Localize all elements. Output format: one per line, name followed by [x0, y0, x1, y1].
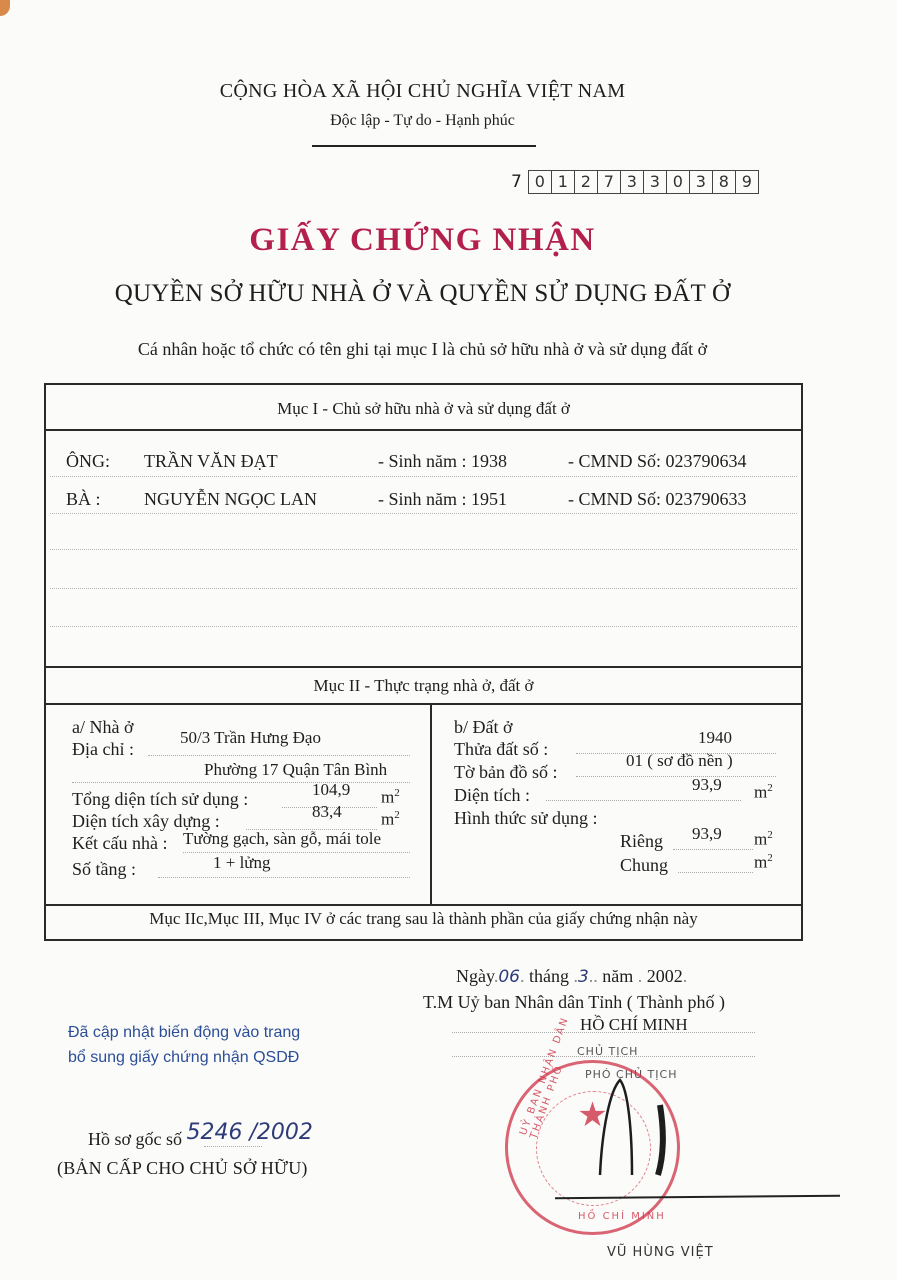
divider — [46, 429, 801, 431]
address-label: Địa chỉ : — [72, 739, 134, 759]
update-note-line: bổ sung giấy chứng nhận QSDĐ — [68, 1049, 300, 1066]
certificate-table — [44, 383, 803, 941]
year-value: 2002 — [646, 966, 683, 986]
dotted-rule — [158, 877, 410, 878]
star-icon: ★ — [577, 1095, 608, 1135]
private-use-label: Riêng — [620, 831, 663, 851]
serial-digit: 3 — [689, 171, 712, 193]
day-value: 06 — [498, 967, 520, 987]
header-underline — [312, 145, 536, 147]
issue-date: Ngày.06. tháng .3.. năm . 2002. — [456, 966, 688, 987]
update-note-line: Đã cập nhật biến động vào trang — [68, 1024, 301, 1041]
dotted-rule — [546, 800, 741, 801]
dotted-rule — [50, 626, 797, 627]
owner-id-number: - CMND Số: 023790634 — [568, 451, 747, 471]
serial-digit: 1 — [551, 171, 574, 193]
seal-text-bottom: HỒ CHÍ MINH — [578, 1211, 666, 1222]
original-file-number — [88, 1120, 313, 1151]
build-area-value: 83,4 — [312, 802, 342, 821]
national-motto: Độc lập - Tự do - Hạnh phúc — [330, 112, 515, 129]
owner-id-number: - CMND Số: 023790633 — [568, 489, 747, 509]
structure-label: Kết cấu nhà : — [72, 833, 168, 853]
issuing-authority: T.M Uỷ ban Nhân dân Tỉnh ( Thành phố ) — [423, 992, 725, 1012]
column-divider — [430, 704, 432, 904]
total-area-label: Tổng diện tích sử dụng : — [72, 789, 249, 809]
dotted-rule — [50, 588, 797, 589]
dotted-rule — [452, 1032, 755, 1033]
dotted-rule — [50, 549, 797, 550]
certificate-subtitle: QUYỀN SỞ HỮU NHÀ Ở VÀ QUYỀN SỬ DỤNG ĐẤT Ở — [114, 280, 731, 307]
owner-title: ÔNG: — [66, 451, 110, 471]
serial-digit: 0 — [666, 171, 689, 193]
floors-label: Số tầng : — [72, 859, 137, 879]
section2-heading: Mục II - Thực trạng nhà ở, đất ở — [313, 676, 534, 695]
owner-birth-year: - Sinh năm : 1951 — [378, 489, 507, 509]
land-area-label: Diện tích : — [454, 785, 530, 805]
dotted-rule — [50, 513, 797, 514]
certificate-title: GIẤY CHỨNG NHẬN — [249, 222, 596, 258]
serial-digit: 9 — [735, 171, 758, 193]
dotted-rule — [204, 1146, 262, 1147]
shared-use-label: Chung — [620, 855, 669, 875]
serial-digit: 8 — [712, 171, 735, 193]
serial-digit: 3 — [643, 171, 666, 193]
attachment-note: Mục IIc,Mục III, Mục IV ở các trang sau là thành phần của giấy chứng nhận này — [149, 909, 698, 928]
dotted-rule — [576, 776, 776, 777]
map-label: Tờ bản đồ số : — [454, 762, 558, 782]
serial-number — [511, 170, 759, 194]
signer-role: PHÓ CHỦ TỊCH — [585, 1068, 678, 1081]
land-label: b/ Đất ở — [454, 717, 513, 737]
owner-row — [46, 489, 801, 519]
structure-value: Tường gạch, sàn gỗ, mái tole — [183, 829, 382, 848]
divider — [46, 904, 801, 906]
issuing-city: HỒ CHÍ MINH — [580, 1015, 688, 1034]
parcel-value: 1940 — [698, 728, 732, 747]
dotted-rule — [678, 872, 753, 873]
total-area-value: 104,9 — [312, 780, 351, 799]
dotted-rule — [72, 782, 410, 783]
serial-digit: 3 — [620, 171, 643, 193]
signature-mark — [560, 1060, 680, 1190]
update-stamp-note — [68, 1020, 300, 1070]
dotted-rule — [50, 476, 797, 477]
owner-title: BÀ : — [66, 489, 101, 509]
year-label: năm — [602, 966, 634, 986]
parcel-label: Thửa đất số : — [454, 739, 549, 759]
floors-value: 1 + lửng — [213, 853, 271, 872]
file-number-value: 5246 /2002 — [186, 1120, 313, 1145]
serial-digit: 2 — [574, 171, 597, 193]
serial-digit-boxes — [528, 170, 759, 194]
dotted-rule — [673, 849, 753, 850]
owner-name: NGUYỄN NGỌC LAN — [144, 489, 317, 509]
serial-digit: 7 — [597, 171, 620, 193]
signer-name: VŨ HÙNG VIỆT — [607, 1245, 714, 1260]
month-label: tháng — [528, 966, 569, 986]
house-label: a/ Nhà ở — [72, 717, 134, 737]
serial-prefix: 7 — [511, 172, 522, 192]
map-value: 01 ( sơ đồ nền ) — [626, 751, 733, 770]
divider — [46, 703, 801, 705]
address-line2: Phường 17 Quận Tân Bình — [204, 760, 388, 779]
land-area-unit: $m^2$ — [754, 782, 773, 802]
seal-text-top: UỶ BAN NHÂN DÂN THÀNH PHỐ — [518, 1015, 572, 1141]
address-line1: 50/3 Trần Hưng Đạo — [180, 728, 321, 747]
paper-corner-decoration — [0, 0, 10, 16]
role-crossed: CHỦ TỊCH — [577, 1045, 639, 1058]
build-area-unit: $m^2$ — [381, 809, 400, 829]
divider — [46, 666, 801, 668]
month-value: 3 — [577, 967, 589, 987]
private-use-value: 93,9 — [692, 824, 722, 843]
owner-name: TRẦN VĂN ĐẠT — [144, 451, 278, 471]
national-title: CỘNG HÒA XÃ HỘI CHỦ NGHĨA VIỆT NAM — [219, 80, 626, 102]
private-use-unit: $m^2$ — [754, 829, 773, 849]
owner-birth-year: - Sinh năm : 1938 — [378, 451, 507, 471]
certificate-intro: Cá nhân hoặc tổ chức có tên ghi tại mục I là chủ sở hữu nhà ở và sử dụng đất ở — [137, 339, 708, 359]
total-area-unit: $m^2$ — [381, 787, 400, 807]
shared-use-unit: $m^2$ — [754, 852, 773, 872]
land-area-value: 93,9 — [692, 775, 722, 794]
section1-heading: Mục I - Chủ sở hữu nhà ở và sử dụng đất ở — [277, 399, 570, 418]
day-label: Ngày — [456, 966, 494, 986]
dotted-rule — [148, 755, 410, 756]
copy-designation: (BẢN CẤP CHO CHỦ SỞ HỮU) — [57, 1158, 308, 1178]
file-number-label: Hồ sơ gốc số — [88, 1129, 183, 1149]
build-area-label: Diện tích xây dựng : — [72, 811, 220, 831]
usage-label: Hình thức sử dụng : — [454, 808, 598, 828]
serial-digit: 0 — [534, 172, 545, 191]
